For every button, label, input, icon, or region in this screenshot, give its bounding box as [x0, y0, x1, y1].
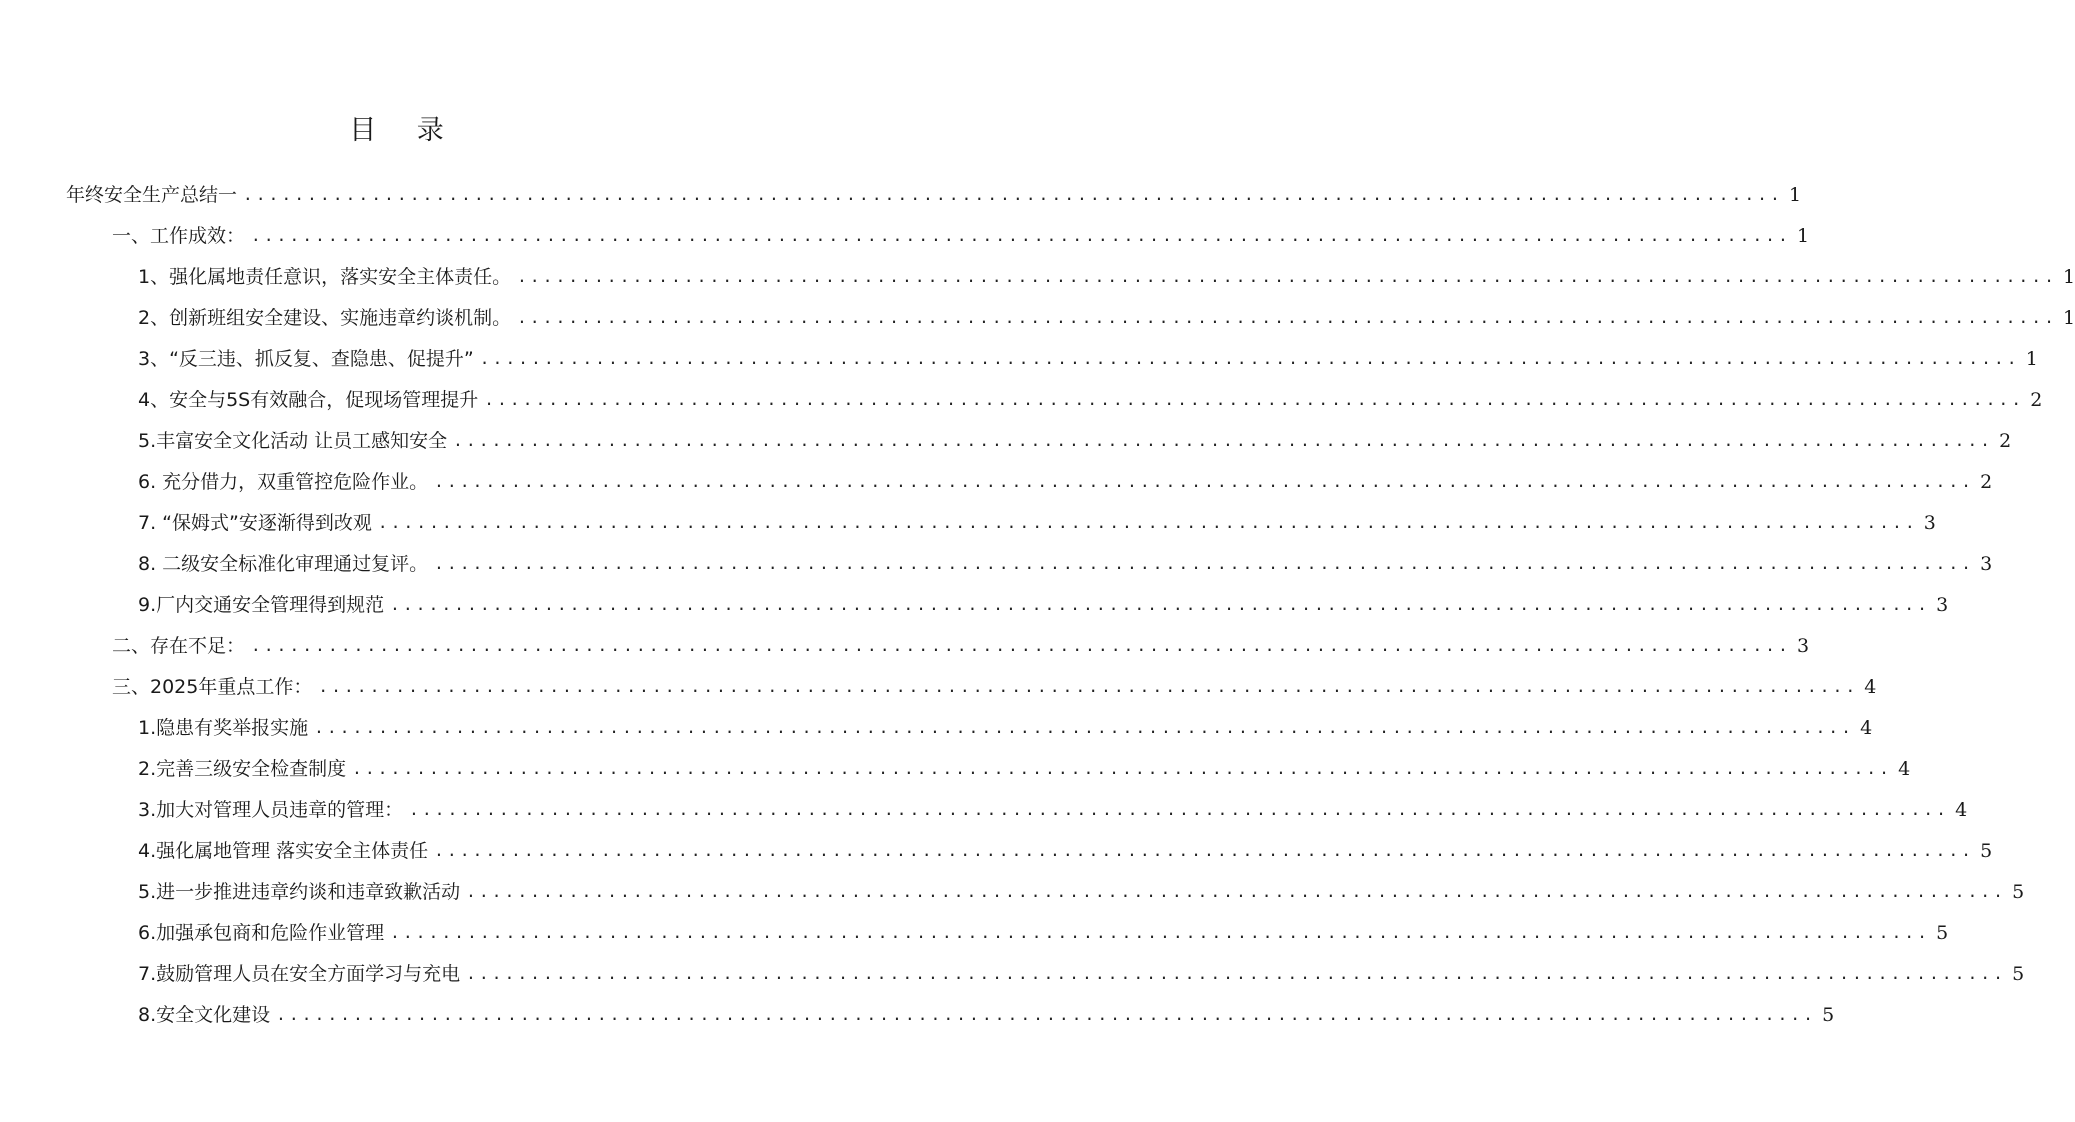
toc-entry-label: 5.丰富安全文化活动 让员工感知安全 [138, 430, 448, 452]
toc-entry-label: 8.安全文化建设 [138, 1004, 271, 1026]
toc-dot-leader: ........................................................................................................................ [479, 349, 2020, 368]
toc-entry[interactable] [138, 950, 2025, 991]
toc-dot-leader: ........................................................................................................................ [276, 1005, 1817, 1024]
toc-page-number: 4 [1860, 717, 1873, 739]
toc-entry-label: 3.加大对管理人员违章的管理： [138, 799, 404, 821]
toc-page-number: 4 [1864, 676, 1877, 698]
toc-entry[interactable] [138, 376, 2043, 417]
toc-title: 目 录 [349, 115, 460, 146]
toc-dot-leader: ........................................................................................................................ [453, 431, 1994, 450]
toc-page-number: 5 [1822, 1004, 1835, 1026]
toc-entry[interactable] [138, 540, 1993, 581]
toc-entry[interactable] [138, 335, 2038, 376]
toc-page-number: 1 [1788, 184, 1802, 206]
toc-dot-leader: ........................................................................................................................ [517, 267, 2058, 286]
toc-entry[interactable] [138, 786, 1968, 827]
toc-entry[interactable] [138, 745, 1911, 786]
toc-page-number: 4 [1955, 799, 1968, 821]
toc-dot-leader: ........................................................................................................................ [466, 882, 2007, 901]
toc-entry[interactable] [112, 212, 1810, 253]
toc-entry-label: 7.鼓励管理人员在安全方面学习与充电 [138, 963, 461, 985]
toc-dot-leader: ........................................................................................................................ [484, 390, 2025, 409]
toc-dot-leader: ........................................................................................................................ [409, 800, 1950, 819]
toc-page-number: 1 [2063, 307, 2075, 329]
toc-entry[interactable] [138, 991, 1835, 1032]
toc-page-number: 3 [1936, 594, 1949, 616]
toc-entry-label: 二、存在不足： [112, 635, 246, 657]
toc-dot-leader: ........................................................................................................................ [390, 923, 1931, 942]
toc-dot-leader: ........................................................................................................................ [318, 677, 1859, 696]
toc-entry-label: 一、工作成效： [112, 225, 246, 247]
toc-dot-leader: ........................................................................................................................ [466, 964, 2007, 983]
toc-dot-leader: ........................................................................................................................ [251, 226, 1791, 245]
toc-entry-label: 6.加强承包商和危险作业管理 [138, 922, 385, 944]
toc-page-number: 2 [2030, 389, 2043, 411]
toc-dot-leader: ........................................................................................................................ [251, 636, 1791, 655]
toc-entry[interactable] [138, 458, 1993, 499]
toc-entry-label: 2、创新班组安全建设、实施违章约谈机制。 [138, 307, 512, 329]
toc-entry[interactable] [138, 909, 1949, 950]
toc-page-number: 3 [1980, 553, 1993, 575]
toc-entry[interactable] [138, 827, 1993, 868]
toc-entry-label: 2.完善三级安全检查制度 [138, 758, 347, 780]
toc-entry-label: 三、2025年重点工作： [112, 676, 313, 698]
toc-entry-label: 年终安全生产总结一 [66, 184, 238, 206]
toc-entry[interactable] [138, 417, 2012, 458]
toc-dot-leader: ........................................................................................................................ [390, 595, 1931, 614]
toc-entry[interactable] [138, 294, 2075, 335]
toc-dot-leader: ........................................................................................................................ [243, 185, 1783, 204]
toc-entry[interactable] [138, 581, 1949, 622]
toc-dot-leader: ........................................................................................................................ [377, 513, 1918, 532]
toc-dot-leader: ........................................................................................................................ [352, 759, 1893, 778]
toc-entry-label: 7. “保姆式”安逐渐得到改观 [138, 512, 372, 534]
toc-dot-leader: ........................................................................................................................ [434, 554, 1975, 573]
toc-entry[interactable] [112, 622, 1810, 663]
toc-entry-label: 5.进一步推进违章约谈和违章致歉活动 [138, 881, 461, 903]
toc-page-number: 5 [1936, 922, 1949, 944]
toc-entry[interactable] [66, 171, 1802, 212]
toc-page-number: 5 [2012, 881, 2025, 903]
toc-page-number: 2 [1980, 471, 1993, 493]
toc-entry[interactable] [138, 253, 2075, 294]
toc-page-number: 1 [2025, 348, 2038, 370]
toc-page-number: 3 [1923, 512, 1936, 534]
toc-entry-label: 9.厂内交通安全管理得到规范 [138, 594, 385, 616]
toc-dot-leader: ........................................................................................................................ [434, 841, 1975, 860]
toc-page-number: 4 [1898, 758, 1911, 780]
toc-entry-label: 4.强化属地管理 落实安全主体责任 [138, 840, 429, 862]
toc-page-number: 5 [1980, 840, 1993, 862]
toc-entry-label: 4、安全与5S有效融合，促现场管理提升 [138, 389, 479, 411]
toc-dot-leader: ........................................................................................................................ [517, 308, 2058, 327]
toc-page-number: 2 [1999, 430, 2012, 452]
toc-dot-leader: ........................................................................................................................ [314, 718, 1855, 737]
toc-entry-label: 1、强化属地责任意识，落实安全主体责任。 [138, 266, 512, 288]
toc-entry-label: 3、“反三违、抓反复、查隐患、促提升” [138, 348, 474, 370]
toc-entry[interactable] [112, 663, 1877, 704]
toc-entry[interactable] [138, 499, 1936, 540]
toc-entry[interactable] [138, 868, 2025, 909]
toc-entry-label: 6. 充分借力，双重管控危险作业。 [138, 471, 429, 493]
toc-page-number: 5 [2012, 963, 2025, 985]
toc-entry-label: 1.隐患有奖举报实施 [138, 717, 309, 739]
toc-page-number: 3 [1796, 635, 1810, 657]
toc-page-number: 1 [1796, 225, 1810, 247]
toc-page-number: 1 [2063, 266, 2075, 288]
toc-dot-leader: ........................................................................................................................ [434, 472, 1975, 491]
toc-entry[interactable] [138, 704, 1873, 745]
toc-entry-label: 8. 二级安全标准化审理通过复评。 [138, 553, 429, 575]
